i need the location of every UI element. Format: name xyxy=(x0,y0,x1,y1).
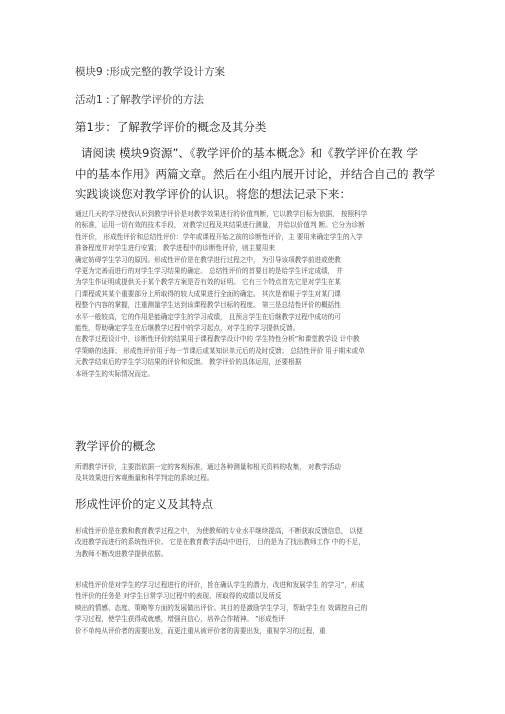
formative-student-paragraph xyxy=(75,580,457,637)
notes-line: 准备程度并对学生进行安置； 教学进程中的诊断性评价，则主要用来 xyxy=(75,244,275,253)
concept-paragraph xyxy=(75,462,457,485)
section-heading-concept: 教学评价的概念 xyxy=(75,439,156,453)
notes-line: 水平一般较高，它的作用是能确定学生的学习成绩， 且预言学生在后继教学过程中成功的可 xyxy=(75,312,341,321)
formative-student-line: 映出的情感、态度、策略等方面的发展做出评价。其目的是激励学生学习，帮助学生有 效调控自己的 xyxy=(75,603,368,612)
formative-student-line: 形成性评价是对学生的学习过程进行的评价，旨在确认学生的潜力，改进和发展学生 的学习”，形成 xyxy=(75,581,365,589)
notes-line: 元教学结束后的学生学习结果的评价和反馈。 教学评价的具体运用，还要根据 xyxy=(75,358,302,367)
instruction-line: 实践谈谈您对教学评价的认识。将您的想法记录下来： xyxy=(75,187,351,201)
notes-line: 学策略的选择； 形成性评价用于每一节课后或某知识单元后的及时反馈； 总结性评价 用于期末或单 xyxy=(75,346,365,355)
notes-line: 性评价， 形成性评价和总结性评价：学年或课程开始之前的诊断性评价，主 要用来确定学生的入学 xyxy=(75,232,363,241)
formative-student-line: 学习过程，使学生获得成就感，增强自信心，培养合作精神。 ”形成性评 xyxy=(75,615,285,624)
notes-line: 能性，帮助确定学生在后继教学过程中的学习起点，对学生的学习提供反馈。 xyxy=(75,324,300,333)
formative-line: 为教师不断改进教学提供依据。 xyxy=(75,549,168,558)
instruction-line: 请阅读 模块9资源”、《教学评价的基本概念》和《教学评价在教 学 xyxy=(81,146,418,160)
module-title: 模块9 :形成完整的教学设计方案 xyxy=(75,66,226,78)
instruction-line: 中的基本作用》两篇文章。然后在小组内展开讨论，并结合自己的 教学 xyxy=(75,166,436,181)
step-title: 第1步：了解教学评价的概念及其分类 xyxy=(75,120,267,134)
formative-paragraph xyxy=(75,526,457,560)
notes-line: 本班学生的实际情况而定。 xyxy=(75,369,155,378)
notes-line: 门课程或其某个重要部分上所取得的较大成果进行全面的确定。 其次是着眼于学生对某门课 xyxy=(75,289,341,298)
formative-line: 改进教学而进行的系统性评价。 它是在教育教学活动中进行， 目的是为了找出教师工作 中的不足， xyxy=(75,538,365,547)
notes-paragraph xyxy=(75,209,457,380)
notes-line: 程整个内容的掌握，注重测量学生达到该课程教学目标的程度。 第三是总结性评价的概括性 xyxy=(75,301,341,310)
notes-line: 的标准，运用一切有效的技术手段， 对教学过程及其结果进行测量， 并给以价值判 断。它分为诊断 xyxy=(75,221,365,230)
formative-line: 形成性评价是在教和教育教学过程之中， 为使教师的专业水平继续提高，不断获取反馈信息， 以便 xyxy=(75,527,363,535)
activity-title: 活动1 :了解教学评价的方法 xyxy=(75,94,205,106)
formative-student-line: 性评价的任务是 对学生日常学习过程中的表现、所取得的成绩以及所反 xyxy=(75,592,282,601)
notes-line: 通过几天的学习使我认识到教学评价是对教学效果进行的价值判断，它以教学目标为依据， 按照科学 xyxy=(75,210,368,218)
concept-line: 所谓教学评价，主要指依据一定的客观标准，通过各种测量和相关资料的收集， 对教学活动 xyxy=(75,463,341,471)
section-heading-formative: 形成性评价的定义及其特点 xyxy=(75,497,213,511)
instruction-paragraph xyxy=(75,143,455,205)
notes-line: 在教学过程设计中，诊断性评价的结果用于课程教学设计中的 学生特性分析”和课堂教学设 计中教 xyxy=(75,335,360,344)
notes-line: 为学生作证明或提供关于某个教学方案是否有效的证明。 它有三个特点首先它是对学生在某 xyxy=(75,278,341,287)
concept-line: 及其效果进行客观衡量和科学判定的系统过程。 xyxy=(75,474,214,483)
notes-line: 确定妨碍学生学习的原因。形成性评价是在教学进行过程之中， 为引导该项教学前进或使教 xyxy=(75,255,341,264)
formative-student-line: 价不单纯从评价者的需要出发，而更注重从被评价者的需要出发，重视学习的过程，重 xyxy=(75,626,326,635)
notes-line: 学更为完善而进行的对学生学习结果的确定。 总结性评价的首要目的是给学生评定成绩， 并 xyxy=(75,267,343,276)
